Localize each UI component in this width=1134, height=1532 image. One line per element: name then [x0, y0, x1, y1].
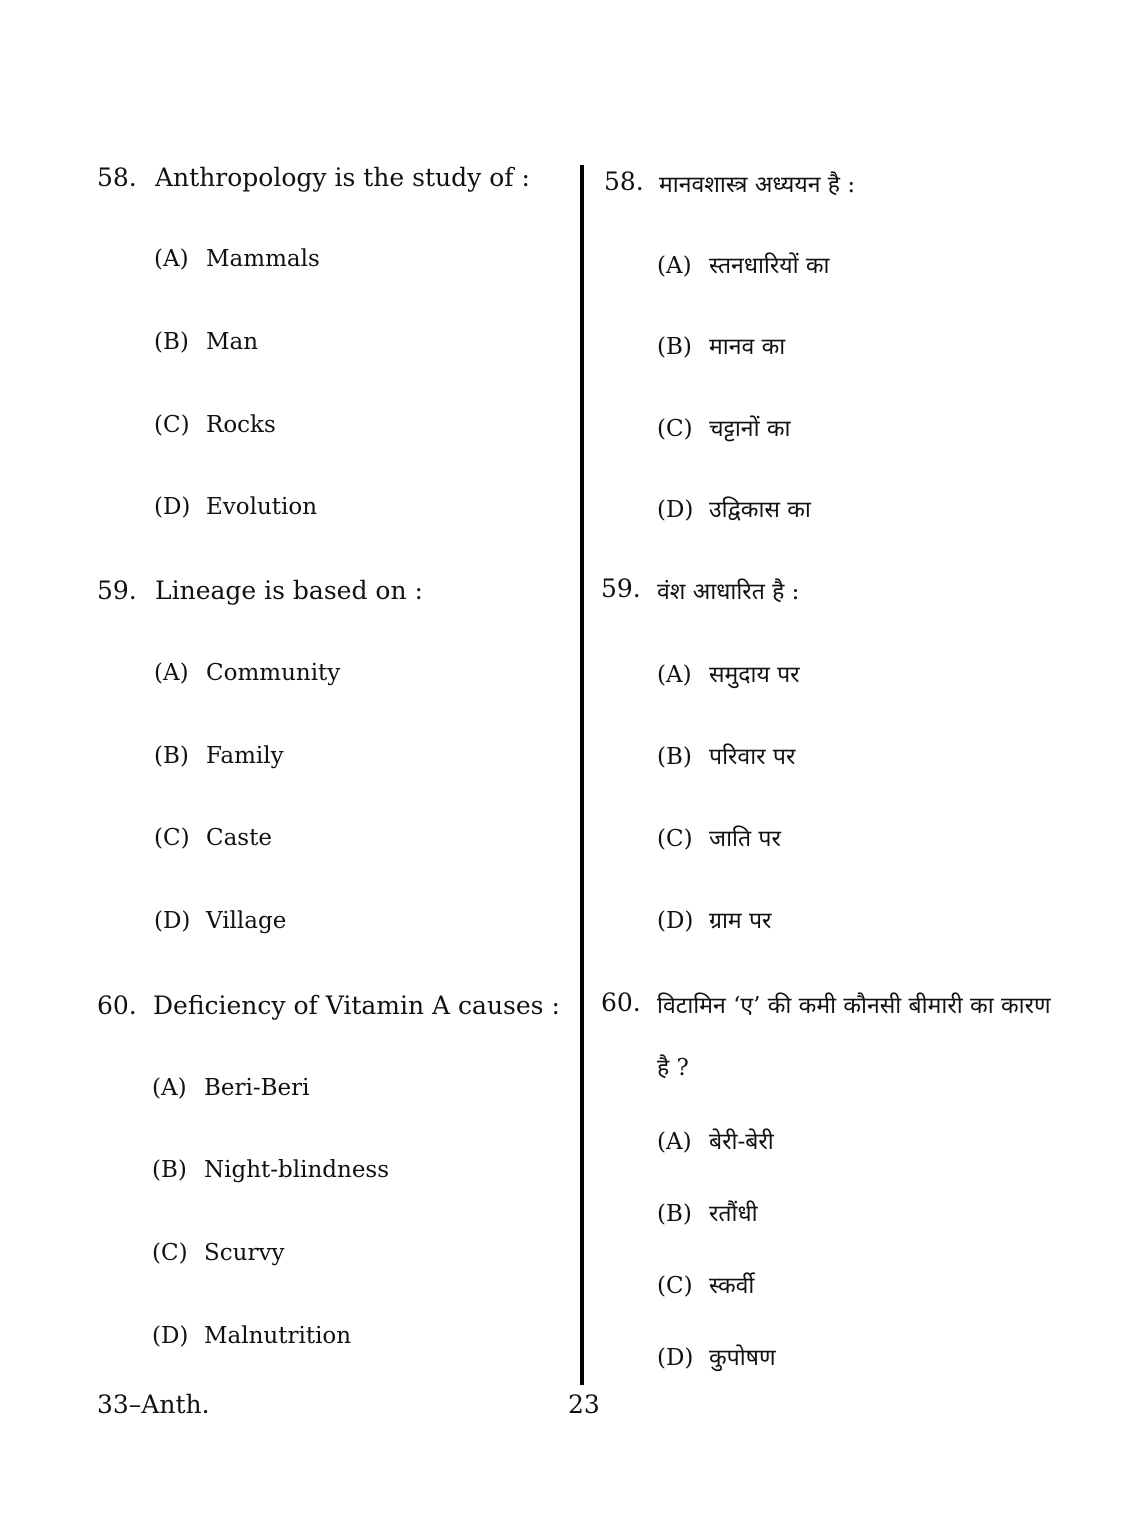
- column-divider: [580, 165, 584, 1385]
- question-number: 60.: [601, 988, 641, 1017]
- option-b: [154, 743, 284, 769]
- option-label: (D): [657, 908, 694, 934]
- option-label: (C): [154, 412, 190, 438]
- option-label: (B): [154, 329, 189, 355]
- option-d: [154, 908, 286, 934]
- option-text: स्तनधारियों का: [709, 253, 830, 279]
- question-60-hi-continued: [657, 1050, 689, 1082]
- paper-code: 33–Anth.: [97, 1390, 210, 1419]
- option-c: [657, 411, 790, 443]
- option-label: (A): [657, 1129, 692, 1155]
- option-label: (A): [657, 662, 692, 688]
- option-text: Scurvy: [204, 1240, 285, 1266]
- option-c: [154, 412, 276, 438]
- option-a: [657, 248, 830, 280]
- option-d: [152, 1323, 351, 1349]
- option-label: (C): [657, 416, 693, 442]
- option-text: Mammals: [206, 246, 320, 272]
- option-text: Evolution: [206, 494, 318, 520]
- option-text: Beri-Beri: [204, 1075, 310, 1101]
- option-text: बेरी-बेरी: [709, 1129, 774, 1155]
- option-label: (D): [152, 1323, 189, 1349]
- page-number: 23: [568, 1390, 600, 1419]
- option-label: (B): [152, 1157, 187, 1183]
- option-c: [657, 821, 781, 853]
- option-a: [154, 246, 320, 272]
- option-text: Village: [206, 908, 287, 934]
- option-b: [154, 329, 258, 355]
- option-label: (A): [154, 246, 189, 272]
- question-text: वंश आधारित है :: [657, 579, 800, 605]
- question-number: 59.: [97, 576, 137, 605]
- option-text: Community: [206, 660, 341, 686]
- option-text: रतौंधी: [709, 1201, 758, 1227]
- option-text: कुपोषण: [709, 1345, 776, 1371]
- option-a: [152, 1075, 310, 1101]
- option-a: [657, 1124, 774, 1156]
- option-label: (D): [154, 908, 191, 934]
- option-text: Family: [206, 743, 284, 769]
- option-c: [154, 825, 272, 851]
- option-label: (B): [154, 743, 189, 769]
- option-label: (D): [154, 494, 191, 520]
- option-text: जाति पर: [709, 826, 781, 852]
- question-text: Lineage is based on :: [155, 576, 423, 605]
- option-label: (C): [657, 826, 693, 852]
- option-label: (A): [657, 253, 692, 279]
- option-text: चट्टानों का: [709, 416, 791, 442]
- option-text: Malnutrition: [204, 1323, 352, 1349]
- option-d: [657, 1340, 776, 1372]
- option-text: समुदाय पर: [709, 662, 800, 688]
- option-text: ग्राम पर: [709, 908, 772, 934]
- question-number: 58.: [97, 163, 137, 192]
- option-c: [152, 1240, 284, 1266]
- question-text: विटामिन ‘ए’ की कमी कौनसी बीमारी का कारण: [657, 993, 1051, 1019]
- option-text: मानव का: [709, 334, 786, 360]
- question-text-continued: है ?: [657, 1055, 689, 1081]
- option-a: [154, 660, 340, 686]
- question-number: 59.: [601, 574, 641, 603]
- option-label: (B): [657, 1201, 692, 1227]
- question-text: Deficiency of Vitamin A causes :: [153, 991, 560, 1020]
- option-label: (B): [657, 744, 692, 770]
- question-number: 58.: [604, 167, 644, 196]
- option-text: Caste: [206, 825, 272, 851]
- option-label: (C): [154, 825, 190, 851]
- option-label: (C): [657, 1273, 693, 1299]
- option-text: स्कर्वी: [709, 1273, 755, 1299]
- option-text: परिवार पर: [709, 744, 796, 770]
- option-text: उद्विकास का: [709, 497, 811, 523]
- question-text: Anthropology is the study of :: [155, 163, 530, 192]
- option-text: Night-blindness: [204, 1157, 390, 1183]
- option-d: [154, 494, 317, 520]
- question-number: 60.: [97, 991, 137, 1020]
- option-c: [657, 1268, 754, 1300]
- option-b: [657, 1196, 758, 1228]
- option-d: [657, 492, 811, 524]
- option-a: [657, 657, 800, 689]
- option-d: [657, 903, 771, 935]
- option-label: (A): [154, 660, 189, 686]
- option-label: (A): [152, 1075, 187, 1101]
- option-label: (D): [657, 497, 694, 523]
- option-text: Rocks: [206, 412, 276, 438]
- option-b: [657, 329, 785, 361]
- option-label: (B): [657, 334, 692, 360]
- option-text: Man: [206, 329, 259, 355]
- question-text: मानवशास्त्र अध्ययन है :: [659, 172, 856, 198]
- option-label: (D): [657, 1345, 694, 1371]
- option-b: [152, 1157, 389, 1183]
- option-b: [657, 739, 795, 771]
- option-label: (C): [152, 1240, 188, 1266]
